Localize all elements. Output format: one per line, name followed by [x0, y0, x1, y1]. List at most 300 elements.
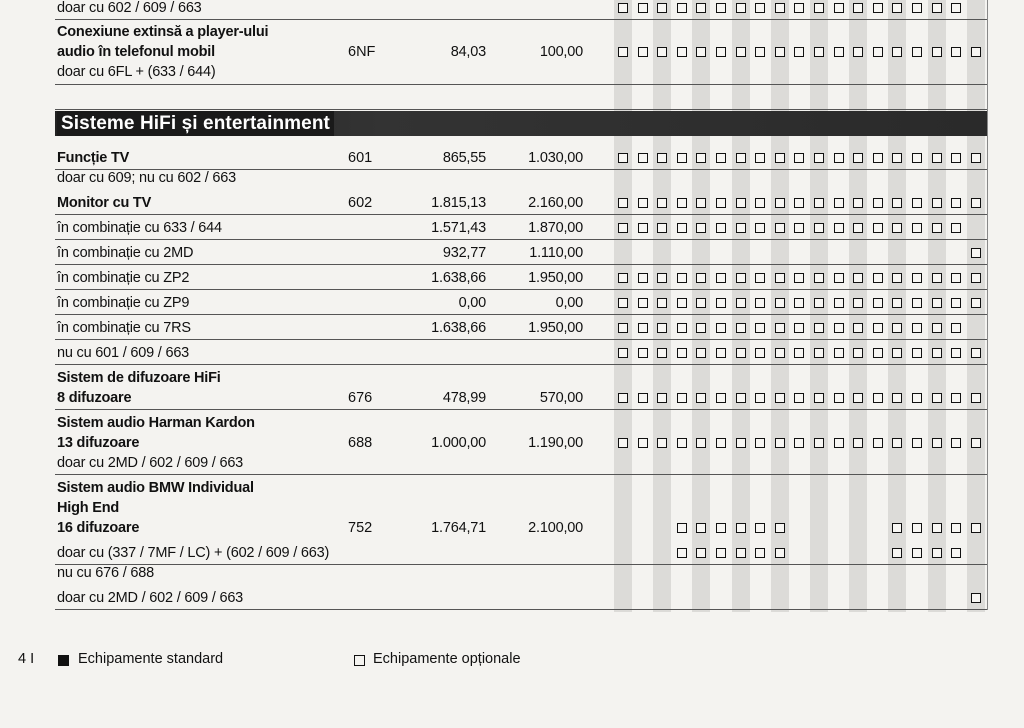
optional-box: [716, 223, 726, 233]
option-name: 16 difuzoare: [57, 520, 140, 536]
optional-box: [638, 223, 648, 233]
optional-box: [853, 348, 863, 358]
optional-box: [638, 323, 648, 333]
optional-box: [755, 323, 765, 333]
optional-box: [696, 298, 706, 308]
price-gross: 1.870,00: [528, 220, 583, 236]
optional-box: [775, 198, 785, 208]
optional-box: [618, 3, 628, 13]
optional-box: [736, 393, 746, 403]
optional-box: [912, 3, 922, 13]
table-row: [57, 0, 202, 18]
optional-box: [755, 3, 765, 13]
optional-box: [971, 348, 981, 358]
optional-box: [736, 323, 746, 333]
optional-box: [775, 323, 785, 333]
optional-box: [971, 47, 981, 57]
optional-box: [696, 223, 706, 233]
row-divider: [55, 364, 988, 365]
optional-box: [951, 298, 961, 308]
optional-box: [677, 153, 687, 163]
option-note: doar cu 2MD / 602 / 609 / 663: [57, 455, 244, 471]
price-gross: 570,00: [539, 390, 583, 406]
optional-box: [794, 223, 804, 233]
optional-box: [951, 523, 961, 533]
optional-box: [834, 273, 844, 283]
price-gross: 1.110,00: [529, 245, 583, 261]
optional-box: [677, 393, 687, 403]
optional-box: [834, 323, 844, 333]
option-code: 752: [348, 520, 373, 536]
price-gross: 1.190,00: [528, 435, 583, 451]
table-row: [57, 588, 243, 608]
optional-box: [853, 273, 863, 283]
optional-box: [677, 523, 687, 533]
optional-box: [814, 198, 824, 208]
optional-box: [912, 223, 922, 233]
optional-box: [932, 47, 942, 57]
empty-square-icon: [354, 655, 365, 666]
optional-box: [932, 348, 942, 358]
table-row: [57, 318, 191, 338]
optional-box: [755, 348, 765, 358]
optional-box: [834, 198, 844, 208]
row-divider: [55, 314, 988, 315]
row-divider: [55, 214, 988, 215]
option-note: doar cu 609; nu cu 602 / 663: [57, 170, 237, 186]
optional-box: [618, 47, 628, 57]
optional-box: [912, 153, 922, 163]
optional-box: [736, 153, 746, 163]
optional-box: [892, 298, 902, 308]
optional-box: [873, 438, 883, 448]
optional-box: [755, 298, 765, 308]
optional-box: [736, 47, 746, 57]
optional-box: [971, 523, 981, 533]
table-row: [57, 243, 193, 263]
optional-box: [775, 153, 785, 163]
optional-box: [677, 548, 687, 558]
optional-box: [657, 47, 667, 57]
optional-box: [794, 198, 804, 208]
option-note: nu cu 676 / 688: [57, 565, 154, 581]
table-row: [57, 478, 254, 538]
optional-box: [814, 438, 824, 448]
table-row: [57, 22, 268, 82]
optional-box: [873, 298, 883, 308]
option-name: Sistem de difuzoare HiFi: [57, 370, 221, 386]
optional-box: [853, 438, 863, 448]
optional-box: [657, 153, 667, 163]
optional-box: [932, 523, 942, 533]
optional-box: [677, 298, 687, 308]
optional-box: [912, 47, 922, 57]
optional-box: [755, 548, 765, 558]
optional-box: [892, 348, 902, 358]
option-note: doar cu 6FL + (633 / 644): [57, 64, 216, 80]
optional-box: [892, 153, 902, 163]
filled-square-icon: [58, 655, 69, 666]
optional-box: [873, 323, 883, 333]
table-row: [57, 218, 222, 238]
optional-box: [951, 548, 961, 558]
column-divider: [987, 0, 988, 610]
price-net: 1.638,66: [431, 320, 486, 336]
optional-box: [716, 348, 726, 358]
optional-box: [971, 273, 981, 283]
row-divider: [55, 84, 988, 85]
price-net: 1.638,66: [431, 270, 486, 286]
table-row: [57, 413, 255, 473]
optional-box: [638, 198, 648, 208]
optional-box: [794, 153, 804, 163]
optional-box: [873, 3, 883, 13]
optional-box: [696, 438, 706, 448]
optional-box: [814, 223, 824, 233]
option-name: 8 difuzoare: [57, 390, 132, 406]
optional-box: [951, 223, 961, 233]
optional-box: [912, 298, 922, 308]
optional-box: [971, 153, 981, 163]
optional-box: [853, 47, 863, 57]
optional-box: [912, 198, 922, 208]
optional-box: [696, 198, 706, 208]
optional-box: [657, 348, 667, 358]
optional-box: [657, 223, 667, 233]
optional-box: [951, 198, 961, 208]
optional-box: [618, 223, 628, 233]
optional-box: [638, 393, 648, 403]
optional-box: [951, 323, 961, 333]
optional-box: [736, 223, 746, 233]
price-net: 1.000,00: [431, 435, 486, 451]
optional-box: [912, 438, 922, 448]
optional-box: [755, 438, 765, 448]
optional-box: [677, 47, 687, 57]
optional-box: [794, 348, 804, 358]
optional-box: [618, 273, 628, 283]
optional-box: [834, 153, 844, 163]
optional-box: [853, 3, 863, 13]
optional-box: [696, 348, 706, 358]
optional-box: [892, 548, 902, 558]
option-code: 6NF: [348, 44, 376, 60]
optional-box: [951, 393, 961, 403]
optional-box: [932, 153, 942, 163]
option-name: Funcție TV: [57, 150, 130, 166]
price-net: 1.571,43: [431, 220, 486, 236]
optional-box: [834, 298, 844, 308]
optional-box: [657, 273, 667, 283]
table-row: [57, 193, 151, 213]
page-footer: [0, 651, 1024, 675]
optional-box: [638, 153, 648, 163]
optional-box: [932, 273, 942, 283]
price-net: 84,03: [450, 44, 486, 60]
optional-box: [951, 3, 961, 13]
optional-box: [677, 3, 687, 13]
optional-box: [775, 223, 785, 233]
optional-box: [814, 273, 824, 283]
optional-box: [657, 3, 667, 13]
optional-box: [696, 323, 706, 333]
optional-box: [971, 248, 981, 258]
optional-box: [775, 393, 785, 403]
optional-box: [657, 438, 667, 448]
optional-box: [618, 348, 628, 358]
price-net: 932,77: [442, 245, 486, 261]
option-name: audio în telefonul mobil: [57, 44, 215, 60]
optional-box: [696, 47, 706, 57]
optional-box: [971, 593, 981, 603]
optional-box: [873, 393, 883, 403]
option-note: în combinație cu 7RS: [57, 320, 191, 336]
optional-box: [696, 393, 706, 403]
optional-box: [736, 198, 746, 208]
optional-box: [755, 273, 765, 283]
optional-box: [696, 3, 706, 13]
optional-box: [638, 348, 648, 358]
optional-box: [912, 273, 922, 283]
optional-box: [696, 523, 706, 533]
option-name: Conexiune extinsă a player-ului: [57, 24, 269, 40]
optional-box: [775, 273, 785, 283]
option-note: în combinație cu 633 / 644: [57, 220, 222, 236]
optional-box: [755, 47, 765, 57]
optional-box: [755, 223, 765, 233]
optional-box: [932, 298, 942, 308]
price-net: 1.764,71: [431, 520, 486, 536]
optional-box: [618, 153, 628, 163]
optional-box: [912, 323, 922, 333]
price-gross: 1.030,00: [528, 150, 583, 166]
optional-box: [912, 348, 922, 358]
price-net: 478,99: [442, 390, 486, 406]
optional-box: [853, 393, 863, 403]
optional-box: [971, 298, 981, 308]
price-gross: 2.100,00: [528, 520, 583, 536]
optional-box: [932, 548, 942, 558]
optional-box: [971, 438, 981, 448]
optional-box: [814, 153, 824, 163]
optional-box: [951, 438, 961, 448]
optional-box: [873, 153, 883, 163]
option-code: 601: [348, 150, 373, 166]
table-row: [57, 368, 221, 408]
optional-box: [736, 273, 746, 283]
optional-box: [716, 273, 726, 283]
optional-box: [677, 438, 687, 448]
optional-box: [853, 323, 863, 333]
optional-box: [716, 548, 726, 558]
optional-box: [775, 3, 785, 13]
optional-box: [853, 198, 863, 208]
optional-box: [892, 273, 902, 283]
optional-box: [932, 438, 942, 448]
optional-box: [696, 273, 706, 283]
row-divider: [55, 474, 988, 475]
price-gross: 2.160,00: [528, 195, 583, 211]
optional-box: [892, 393, 902, 403]
optional-box: [892, 198, 902, 208]
optional-box: [775, 548, 785, 558]
optional-box: [677, 273, 687, 283]
optional-box: [912, 523, 922, 533]
option-note: în combinație cu ZP9: [57, 295, 190, 311]
optional-box: [638, 47, 648, 57]
optional-box: [755, 523, 765, 533]
row-divider: [55, 289, 988, 290]
row-divider: [55, 339, 988, 340]
option-code: 688: [348, 435, 373, 451]
optional-box: [834, 393, 844, 403]
optional-box: [834, 47, 844, 57]
row-divider: [55, 239, 988, 240]
optional-box: [716, 153, 726, 163]
optional-box: [794, 3, 804, 13]
optional-box: [736, 523, 746, 533]
optional-box: [618, 438, 628, 448]
optional-box: [638, 438, 648, 448]
optional-box: [873, 198, 883, 208]
section-header: [55, 111, 987, 136]
optional-box: [873, 273, 883, 283]
optional-box: [716, 298, 726, 308]
optional-box: [657, 393, 667, 403]
optional-box: [657, 298, 667, 308]
optional-box: [932, 323, 942, 333]
optional-box: [853, 298, 863, 308]
table-row: [57, 343, 189, 363]
optional-box: [853, 223, 863, 233]
price-gross: 1.950,00: [528, 270, 583, 286]
price-net: 0,00: [458, 295, 486, 311]
optional-box: [794, 298, 804, 308]
optional-box: [794, 438, 804, 448]
optional-box: [912, 393, 922, 403]
option-note: doar cu 2MD / 602 / 609 / 663: [57, 590, 244, 606]
optional-box: [932, 393, 942, 403]
optional-box: [775, 523, 785, 533]
optional-box: [892, 3, 902, 13]
page-number: 4 I: [18, 651, 35, 667]
optional-box: [971, 198, 981, 208]
optional-box: [696, 153, 706, 163]
optional-box: [755, 393, 765, 403]
legend-standard-label: Echipamente standard: [78, 651, 224, 667]
option-name: High End: [57, 500, 120, 516]
row-divider: [55, 19, 988, 20]
option-note: în combinație cu 2MD: [57, 245, 194, 261]
optional-box: [736, 348, 746, 358]
optional-box: [892, 47, 902, 57]
optional-box: [834, 348, 844, 358]
optional-box: [892, 323, 902, 333]
optional-box: [755, 153, 765, 163]
row-divider: [55, 109, 988, 110]
optional-box: [834, 438, 844, 448]
table-row: [57, 293, 189, 313]
option-name: 13 difuzoare: [57, 435, 140, 451]
optional-box: [892, 223, 902, 233]
optional-box: [736, 548, 746, 558]
row-divider: [55, 264, 988, 265]
optional-box: [814, 47, 824, 57]
optional-box: [873, 348, 883, 358]
optional-box: [971, 393, 981, 403]
optional-box: [657, 198, 667, 208]
optional-box: [912, 548, 922, 558]
price-net: 865,55: [442, 150, 486, 166]
option-code: 602: [348, 195, 373, 211]
option-name: Sistem audio Harman Kardon: [57, 415, 255, 431]
price-gross: 100,00: [539, 44, 583, 60]
optional-box: [814, 348, 824, 358]
optional-box: [638, 298, 648, 308]
optional-box: [736, 298, 746, 308]
optional-box: [892, 438, 902, 448]
optional-box: [814, 298, 824, 308]
optional-box: [716, 523, 726, 533]
optional-box: [951, 153, 961, 163]
optional-box: [638, 273, 648, 283]
optional-box: [951, 47, 961, 57]
optional-box: [794, 47, 804, 57]
option-note: nu cu 601 / 609 / 663: [57, 345, 190, 361]
optional-box: [951, 348, 961, 358]
optional-box: [951, 273, 961, 283]
optional-box: [716, 3, 726, 13]
optional-box: [775, 438, 785, 448]
optional-box: [677, 348, 687, 358]
optional-box: [755, 198, 765, 208]
optional-box: [677, 198, 687, 208]
option-name: Sistem audio BMW Individual: [57, 480, 254, 496]
optional-box: [696, 548, 706, 558]
optional-box: [618, 323, 628, 333]
price-net: 1.815,13: [431, 195, 486, 211]
optional-box: [853, 153, 863, 163]
option-note: doar cu (337 / 7MF / LC) + (602 / 609 / 663): [57, 545, 330, 561]
optional-box: [834, 3, 844, 13]
optional-box: [834, 223, 844, 233]
option-note: doar cu 602 / 609 / 663: [57, 0, 202, 16]
optional-box: [814, 3, 824, 13]
optional-box: [775, 298, 785, 308]
table-row: [57, 543, 329, 583]
optional-box: [736, 438, 746, 448]
optional-box: [677, 323, 687, 333]
optional-box: [873, 47, 883, 57]
optional-box: [618, 298, 628, 308]
optional-box: [716, 47, 726, 57]
optional-box: [716, 198, 726, 208]
optional-box: [716, 438, 726, 448]
optional-box: [736, 3, 746, 13]
table-row: [57, 148, 236, 188]
price-gross: 0,00: [555, 295, 583, 311]
table-row: [57, 268, 189, 288]
optional-box: [932, 3, 942, 13]
legend-optional-label: Echipamente opționale: [373, 651, 521, 667]
optional-box: [932, 223, 942, 233]
optional-box: [618, 198, 628, 208]
price-gross: 1.950,00: [528, 320, 583, 336]
optional-box: [794, 273, 804, 283]
optional-box: [873, 223, 883, 233]
optional-box: [814, 393, 824, 403]
optional-box: [775, 47, 785, 57]
